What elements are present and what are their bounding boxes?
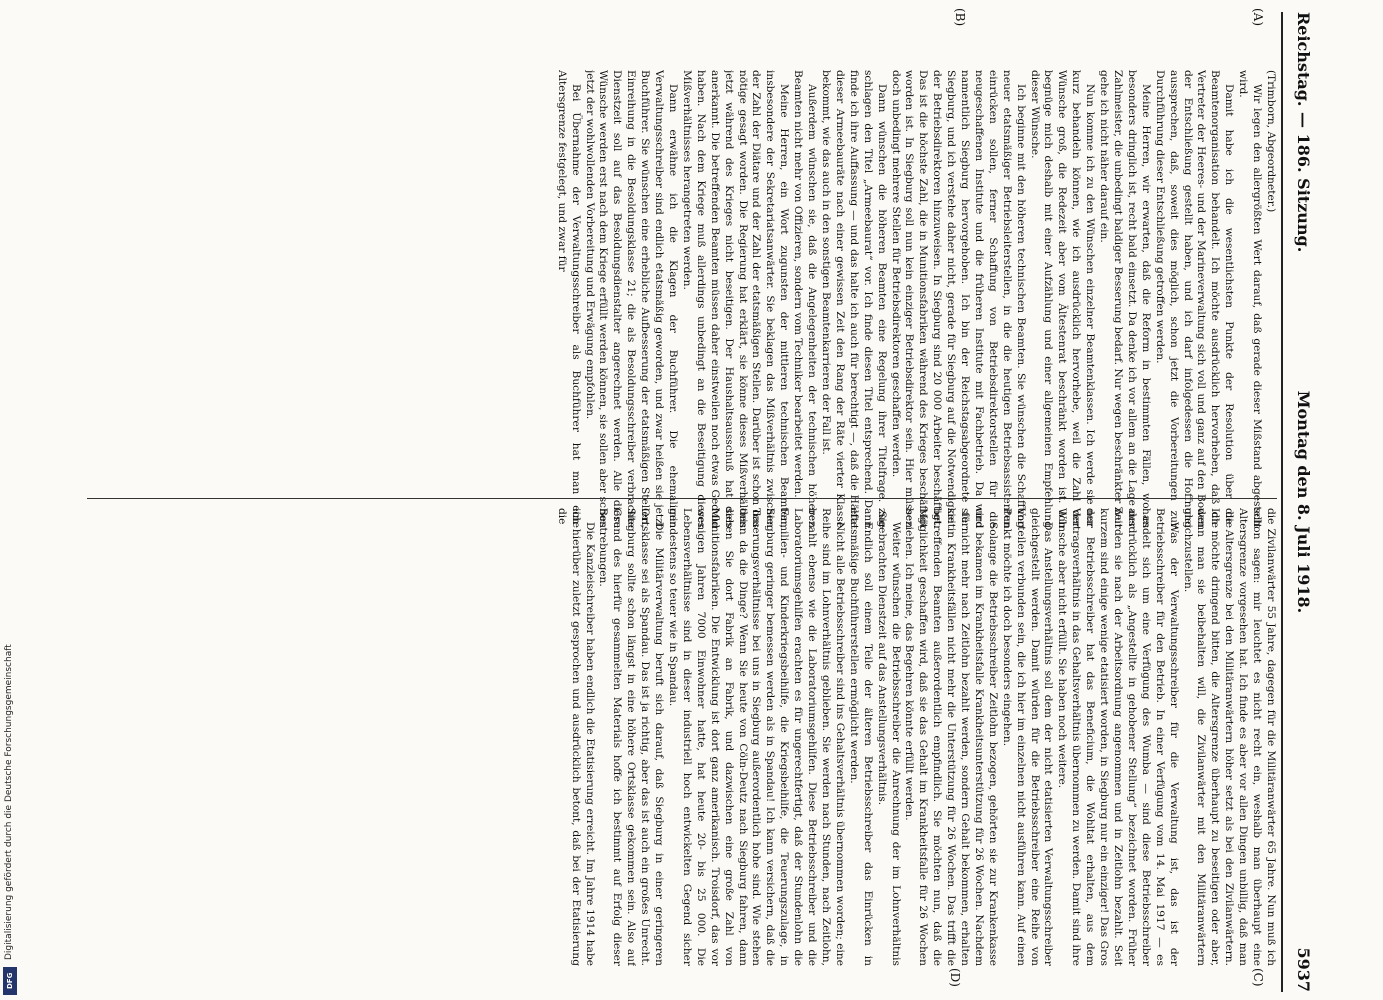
- running-header: [1283, 12, 1327, 992]
- paragraph: Die Kanzleischreiber haben endlich die Etatisierung erreicht. Im Jahre 1914 habe ich hierüber zuletzt gesprochen und ausdrücklich betont, daß bei der Etatisierung die: [555, 508, 596, 966]
- margin-marker-d: (D): [948, 968, 962, 987]
- paragraph: Solange die Betriebsschreiber Zeitlohn bezogen, gehörten sie zur Krankenkasse und bekamen im Krankheitsfalle Krankheitsunterstützung für 26 Wochen. Nachdem sie nicht mehr nach Zeitlohn bezahlt werden, sondern Gehalt bekommen, erhalten sie in Krankheitsfällen nicht mehr die Unterstützung für 26 Wochen. Das trifft die betreffenden Beamten außerordentlich empfindlich. Sie möchten nun, daß die Möglichkeit geschaffen wird, daß sie das Gehalt im Krankheitsfalle für 26 Wochen beziehen. Ich meine, das Begehren könnte erfüllt werden.: [903, 508, 999, 966]
- margin-marker-a: (A): [1251, 8, 1265, 27]
- paragraph: Was der Verwaltungsschreiber für die Verwaltung ist, das ist der Betriebsschreiber für den Betrieb. In einer Verfügung vom 14. Mai 1917 — es handelt sich um eine Verfügung des Wumba — sind diese Betriebsschreiber ausdrücklich als „Angestellte in gehobener Stellung“ bezeichnet worden. Früher wurden sie nach der Arbeitsordnung angenommen und in Zeitlohn bezahlt. Seit kurzem sind einige wenige etatisiert worden, in Siegburg nur ein einziger! Das Gros der Betriebsschreiber hat das Beneficium, die Wohltat erhalten, aus dem Vertragsverhältnis in das Gehaltsverhältnis übernommen zu werden. Damit sind ihre Wünsche aber nicht erfüllt. Sie haben noch weitere.: [1056, 508, 1180, 966]
- paragraph: Das Anstellungsverhältnis soll dem der nicht etatisierten Verwaltungsschreiber gleichgestellt werden. Damit würden für die Betriebsschreiber eine Reihe von Vorteilen verbunden sein, die ich hier im einzelnen nicht ausführen kann. Auf einen Punkt möchte ich doch besonders eingehen.: [1000, 508, 1055, 966]
- paragraph: Ich beginne mit den höheren technischen Beamten. Sie wünschen die Schaffung neuer etatsmäßiger Betriebsleiterstellen, in die die heutigen Betriebsassistenten einrücken sollen, ferner Schaffung von Betriebsdirektorstellen für die neugeschaffenen Institute und die früheren Institute mit Fachbetrieb. Da wird namentlich Siegburg hervorgehoben. Ich bin der Reichstagsabgeordnete für Siegburg, und ich verstehe daher nicht, gerade für Siegburg auf die Notwendigkeit der Betriebsdirektoren hinzuweisen. In Siegburg sind 20 000 Arbeiter beschäftigt. Das ist die höchste Zahl, die in Munitionsfabriken während des Krieges beschäftigt worden ist. In Siegburg soll nun kein einziger Betriebsdirektor sein. Hier müssen doch unbedingt mehrere Stellen für Betriebsdirektoren geschaffen werden.: [889, 70, 1027, 528]
- page-number: 5937: [1294, 947, 1313, 992]
- margin-marker-c: (C): [1251, 968, 1265, 987]
- margin-marker-b: (B): [953, 8, 967, 27]
- digitization-credit: [0, 0, 20, 1000]
- paragraph: Endlich soll einem Teile der älteren Betriebsschreiber das Einrücken in etatsmäßige Buchführerstellen ermöglicht werden.: [847, 508, 874, 966]
- right-text-column: [67, 508, 1277, 966]
- speaker-attribution: (Trimborn, Abgeordneter.): [1265, 70, 1277, 213]
- rotated-page-content: [47, 0, 1327, 1000]
- paragraph: Meine Herren, wir erwarten, daß die Reform in bestimmten Fällen, wo es besonders dringlich ist, recht bald einsetzt. Da denke ich vor allem an die Lage der Zahlmeister, die unbedingt baldiger Besserung bedarf. Nur wegen beschränkter Zeit gehe ich nicht näher darauf ein.: [1098, 70, 1152, 528]
- paragraph: Die Militärverwaltung beruft sich darauf, daß Siegburg in einer geringeren Ortsklasse sei als Spandau. Das ist ja richtig, aber das ist auch ein großes Unrecht. Siegburg sollte schon längst in eine höhere Ortsklasse gekommen sein. Also auf Grund des hierfür gesammelten Materials hoffe ich bestimmt auf Erfolg dieser Bestrebungen.: [597, 508, 666, 966]
- paragraph: Außerdem wünschen sie, daß die Angelegenheiten der technischen höheren Beamten nicht mehr von Offizieren, sondern vom Techniker bearbeitet werden.: [792, 70, 819, 528]
- paragraph: Dann wünschen die höheren Beamten eine Regelung ihrer Titelfrage. Sie schlagen den Titel „Armeebaurat“ vor. Ich finde diesen Titel entsprechend. Dann finde ich ihre Auffassung — und das halte ich auch für berechtigt —, daß die Hälfte dieser Armeebauräte nach einer gewissen Zeit den Rang der Räte vierter Klasse bekommt, wie das auch in den sonstigen Beamtenkarrieren der Fall ist.: [820, 70, 888, 528]
- paragraph: die Zivilanwärter 55 Jahre, dagegen für die Militäranwärter 65 Jahre. Nun muß ich schon sagen: mir leuchtet es nicht recht ein, weshalb man überhaupt eine Altersgrenze vorgesehen hat. Ich finde es aber vor allen Dingen unbillig, daß man die Altersgrenze bei den Militäranwärtern höher setzt als bei den Zivilanwärtern. Ich möchte dringend bitten, die Altersgrenze überhaupt zu beseitigen oder aber, wenn man sie beibehalten will, die Zivilanwärter mit den Militäranwärtern gleichzustellen.: [1181, 508, 1277, 966]
- paragraph: Weiter wünschen die Betriebsschreiber die Anrechnung der im Lohnverhältnis zugebrachten Dienstzeit auf das Anstellungsverhältnis.: [875, 508, 902, 966]
- credit-text: Digitalisierung gefördert durch die Deutsche Forschungsgemeinschaft: [4, 644, 14, 960]
- paragraph: Dann erwähne ich die Klagen der Buchführer. Die ehemaligen Verwaltungsschreiber sind endlich etatsmäßig geworden, und zwar heißen sie jetzt Buchführer. Sie wünschen eine erhebliche Aufbesserung der etatsmäßigen Stellen, Einreihung in die Besoldungsklasse 21; die als Besoldungsschreiber verbrachte Dienstzeit soll auf das Besoldungsdienstalter angerechnet werden. Alle diese Wünsche werden erst nach dem Kriege erfüllt werden können, sie sollen aber schon jetzt der wohlwollenden Vorbereitung und Erwägung empfohlen.: [583, 70, 680, 528]
- paragraph: Meine Herren, ein Wort zugunsten der mittleren technischen Beamten, insbesondere der Sekretariatsanwärter. Sie beklagen das Mißverhältnis zwischen der Zahl der Diätare und der Zahl der etatsmäßigen Stellen. Darüber ist schon das nötige gesagt worden. Die Regierung hat erklärt, sie könne dieses Mißverhältnis jetzt während des Krieges nicht beseitigen. Der Haushaltsausschuß hat dies anerkannt. Die betreffenden Beamten müssen daher einstweilen noch etwas Geduld haben. Nach dem Kriege muß allerdings unbedingt an die Beseitigung dieses Mißverhältnisses herangetreten werden.: [680, 70, 791, 528]
- dfg-logo: DFG: [3, 967, 17, 995]
- column-divider: [87, 498, 1277, 499]
- paragraph: Damit habe ich die wesentlichsten Punkte der Resolution über die Beamtenorganisation behandelt. Ich möchte ausdrücklich hervorheben, daß die Vertreter der Heeres- und der Marineverwaltung sich voll und ganz auf den Boden der Entschließung gestellt haben, und ich darf infolgedessen die Hoffnung aussprechen, daß, soweit dies möglich, schon jetzt die Vorbereitungen zur Durchführung dieser Entschließung getroffen werden.: [1153, 70, 1236, 528]
- header-rule: [1281, 12, 1283, 992]
- paragraph: Wir legen den allergrößten Wert darauf, daß gerade dieser Mißstand abgestellt wird.: [1237, 70, 1264, 528]
- left-text-column: [67, 70, 1277, 528]
- paragraph: Nicht alle Betriebsschreiber sind ins Gehaltsverhältnis übernommen worden; eine Reihe sind im Lohnverhältnis geblieben. Sie werden nach Stunden, nach Zeitlohn, bezahlt ebenso wie die Laboratoriumsgehilfen. Diese Betriebsschreiber und die Laboratoriumsgehilfen erachten es für ungerechtfertigt, daß der Stundenlohn die Familien- und Kinderkriegsbeihilfe, die Kriegsbeihilfe, die Teuerungszulage, in Siegburg geringer bemessen werden als in Spandau! Ich kann versichern, daß die Teuerungsverhältnisse bei uns in Siegburg außerordentlich hohe sind. Wie stehen denn da die Dinge? Wenn Sie heute von Cöln-Deutz nach Siegburg fahren, dann sehen Sie dort Fabrik an Fabrik, und dazwischen eine große Zahl von Munitionsfabriken. Die Entwicklung ist dort ganz amerikanisch. Troisdorf, das vor wenigen Jahren 7000 Einwohner hatte, hat heute 20- bis 25 000. Die Lebensverhältnisse sind in dieser industriell hoch entwickelten Gegend sicher mindestens so teuer wie in Spandau.: [667, 508, 846, 966]
- header-left: Reichstag. — 186. Sitzung.: [1294, 12, 1313, 253]
- paragraph: Bei Übernahme der Verwaltungsschreiber als Buchführer hat man eine Altersgrenze festgelegt, und zwar für: [555, 70, 582, 528]
- header-date: Montag den 8. Juli 1918.: [1294, 390, 1313, 614]
- paragraph: Nun komme ich zu den Wünschen einzelner Beamtenklassen. Ich werde sie nur kurz behandeln können, wie ich ausdrücklich hervorhebe, weil die Zahl der Wünsche groß, die Redezeit aber vom Ältestenrat beschränkt worden ist. Ich begnüge mich deshalb mit einer Aufzählung und einer allgemeinen Empfehlung dieser Wünsche.: [1028, 70, 1097, 528]
